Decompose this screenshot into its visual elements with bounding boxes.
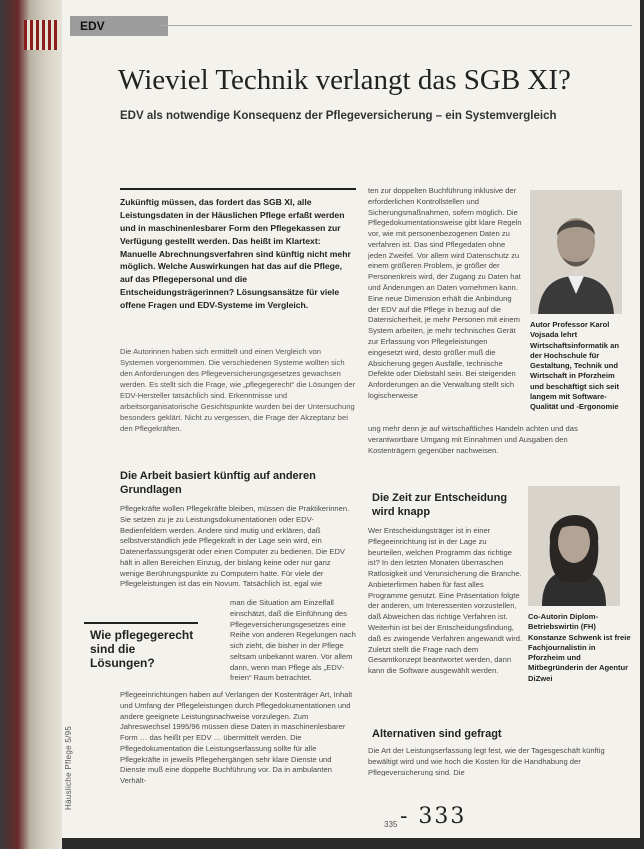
heading-alternativen: Alternativen sind gefragt [372, 728, 502, 740]
body-text-2: man die Situation am Einzelfall einschätzt, daß die Einführung des Pflegeversicherungsgesetzes eine Reihe von anderen Regelungen nach sich zieht, die bisher in der Pflege seltsam unbekannt waren. Vor allem dann, wenn man Pflege als „EDV-freien“ Raum betrachtet. [230, 598, 356, 683]
heading-entscheidung: Die Zeit zur Entscheidung wird knapp [372, 492, 508, 518]
article-intro: Die Autorinnen haben sich ermittelt und einen Vergleich von Systemen vorgenommen. Die verschiedenen Systeme wollten sich den Anforderungen des Pflegeversicherungsgesetzes gewachsen werden. Es stellt sich die Frage, wie „pflegegerecht“ die Lösungen der EDV-Hersteller tatsächlich sind. Erkenntnisse und arbeitsorganisatorische Gesichtspunkte wurden bei der Untersuchung besonders geklärt. Nicht zu vergessen, die Frage der Akzeptanz bei den Pflegekräften. [120, 347, 356, 433]
page-edge-marks [24, 20, 60, 50]
author-photo-man [530, 190, 622, 314]
author-caption-2: Co-Autorin Diplom-Betriebswirtin (FH) Konstanze Schwenk ist freie Fachjournalistin in Pforzheim und Mitbegründerin der Agentur DiZwei [528, 612, 631, 683]
section-rule [158, 25, 632, 26]
article-subtitle: EDV als notwendige Konsequenz der Pflegeversicherung – ein Systemvergleich [120, 110, 557, 122]
handwritten-note: - 333 [400, 804, 467, 829]
body-text-1: Pflegekräfte wollen Pflegekräfte bleiben, müssen die Praktikerinnen. Sie setzen zu je zu Leistungsdokumentationen oder EDV-Bedienfeldern werden. Andere sind mutig und erklären, daß selbstverständlich jede Pflegekraft in der Lage sein wird, ein Datenerfassungsgerät oder einen Computer zu bedienen. Die EDV hält in allen Bereichen Einzug, der bislang keine oder nur ganz wenige Berührungspunkte zu Computern hatte. Für viele der Pflegeleistungen ist das ein Novum. Tatsächlich ist, egal wie [120, 504, 350, 589]
body-text-3: Pflegeeinrichtungen haben auf Verlangen der Kostenträger Art, Inhalt und Umfang der Pflegeleistungen durch Pflegedokumentationen und andere geeignete Leistungsnachweise vorzulegen. Zum Jahreswechsel 1995/96 müssen diese Daten in maschinenlesbarer Form … das heißt per EDV … übermittelt werden. Die Pflegedokumentation die Leistungserfassung sollte für alle Pflegekräfte in jeweils Pflegehergängen sehr klare Dienste und Dienste muß eine doppelte Buchführung vor. Da in ambulanten Verhält- [120, 690, 353, 786]
book-page-edges [0, 0, 62, 849]
body-text-5: ung mehr denn je auf wirtschaftliches Handeln achten und das verantwortbare Umgang mit Einnahmen und Ausgaben den Kostenträgern gegenüber nachweisen. [368, 424, 578, 455]
lead-rule [120, 188, 356, 190]
pull-quote: Wie pflegegerecht sind die Lösungen? [84, 622, 198, 686]
page-number: 335 [384, 820, 398, 829]
article-lead: Zukünftig müssen, das fordert das SGB XI, alle Leistungsdaten in der Häuslichen Pflege erfaßt werden und in maschinenlesbarer Form den Pflegekassen zur Verfügung gestellt werden. Das heißt im Klartext: Manuelle Abrechnungsverfahren sind künftig nicht mehr möglich. Welche Auswirkungen hat das auf die Pflege, auf das Pflegepersonal und die Entscheidungsträgerinnen? Lösungsansätze für viele offene Fragen und EDV-Systeme im Vergleich. [120, 197, 351, 311]
author-caption-1: Autor Professor Karol Vojsada lehrt Wirtschaftsinformatik an der Hochschule für Gestaltung, Technik und Wirtschaft in Pforzheim und beschäftigt sich seit langem mit Software-Qualität und -Ergonomie [530, 320, 620, 411]
body-text-6: Wer Entscheidungsträger ist in einer Pflegeeinrichtung ist in der Lage zu beurteilen, welchen Programm das richtige ist? In den letzten Monaten überraschen Ratlosigkeit und Verunsicherung die Branche. Anbieterfirmen haben für fast alles Programme genutzt. Eine Präsentation folgte der anderen, um Interessenten vorzustellen, daß Abweichen das richtige Verfahren ist. Weiterhin ist bei der Entscheidungsfindung, daß es zwingende Verfahren angewandt wird. Zuletzt stellt die Frage nach dem Gesamtkonzept beantwortet werden, dann kann die Software ausgewählt werden. [368, 526, 523, 676]
body-text-4: ten zur doppelten Buchführung inklusive der erforderlichen Kontrollstellen und Sicherungsmaßnahmen, sofern möglich. Die Pflegedokumentationsweise gibt klare Regeln vor, wie mit personenbezogenen Daten zu verfahren ist. Das sind Pflegedaten ohne jeden Zweifel. Vor allem wird Datenschutz zu einem größeren Problem, je größer der Personenkreis wird, der Zugang zu Daten hat und Änderungen an Daten vornehmen kann. Eine neue Dimension erhält die Anbindung der EDV auf die Pflege in bezug auf die Datensicherheit, je mehr Personen mit einem System arbeiten, je mehr technisches Gerät zur Erfassung von Pflegeleistungen eingesetzt wird, desto größer muß die Absicherung gegen Ausfälle, technische Defekte oder Diebstahl sein. Bei steigenden Anforderungen an die Verwaltung stellt sich logischerweise [368, 186, 522, 400]
bottom-shadow [62, 838, 640, 849]
section-label: EDV [70, 16, 168, 36]
magazine-page [62, 0, 640, 849]
body-text-7: Die Art der Leistungserfassung legt fest, wie der Tagesgeschäft künftig bewältigt wird und wie hoch die Kosten für die Handhabung der Pflegeversicherung sind. Die [368, 746, 605, 776]
article-title: Wieviel Technik verlangt das SGB XI? [118, 64, 571, 96]
heading-grundlagen: Die Arbeit basiert künftig auf anderen Grundlagen [120, 470, 316, 496]
journal-name: Häusliche Pflege 5/95 [64, 725, 73, 810]
author-photo-woman [528, 486, 620, 606]
